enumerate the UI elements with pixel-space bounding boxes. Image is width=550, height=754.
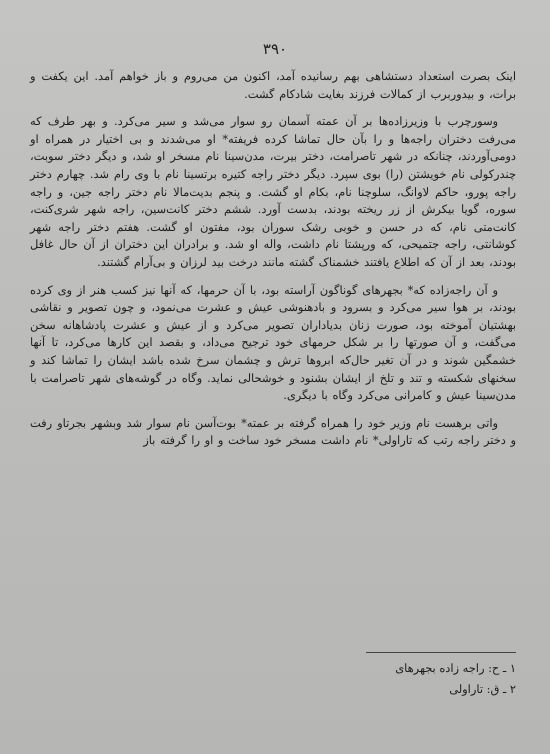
footnote-divider	[366, 652, 516, 653]
footnote-1: ۱ ـ ح: راجه زاده بجهرهای	[395, 661, 516, 675]
page-number: ۳۹۰	[262, 40, 288, 58]
paragraph-2: وسورچرب با وزیرزاده‌ها بر آن عمته آسمان رو سوار می‌شد و سیر می‌کرد. و بهر طرف که می‌رفت دختران راجه‌ها و را بآن حال تماشا کرده فریفته* او می‌شدند و بی اختیار در همراه او دومی‌آوردند، چنانکه در شهر تاصرامت، دختر بیرت، مدن‌سینا نام مسخر او شد، و دیگر دختر سوبت، چندرکولی نام خویشتن (را) بوی سپرد. دیگر دختر راجه کتیره برتسینا نام با وی رام شد. چهارم دختر راجه پورو، حاکم لاوانگ، سلوچنا نام، بکام او گشت. و پنجم بدیت‌مالا نام دختر راجه جین، و راجه سوره، گویا بیکرش از زر ریخته بودند، بدست آورد. ششم دختر کانت‌سین، راجه شهر شری‌کنت، کانت‌متی نام، که در حسن و خوبی رشک سوران بود، مفتون او گشت. هفتم دختر راجه شهر کوشانتی، راجه جتمیحی، که ورپشتا نام داشت، واله او شد. و برادران این دختران از آن حال غافل بودند، بعد از آن که اطلاع یافتند خشمناک گشته مانند درخت بید لرزان و بی‌آرام گشتند.	[30, 114, 516, 269]
paragraph-3: و آن راجه‌زاده که* بجهرهای گوناگون آراسته بود، با آن حرمها، که آنها نیز کسب هنر از وی کرده بودند، بر هوا سیر می‌کرد و بسرود و بادهنوشی عیش و عشرت می‌نمود، و چون تصویر و نقاشی بهشتیان آموخته بود، صورت زنان بدیاداران تصویر می‌کرد و از عیش و عشرت پادشاهانه سخن می‌گفت، و آن صورتها را بر شکل حرمهای خود ترجیح می‌داد، و بقصد این کارها می‌کرد، تا آنها خشمگین شوند و در آن تغیر حال‌که ابروها ترش و چشمان سرخ شده باشد ایشان را تماشا کند و سخنهای شکسته و تند و تلخ از ایشان بشنود و خوشحالی نماید. وگاه در گوشه‌های شهر تاصرامت با مدن‌سینا عیش و کامرانی می‌کرد وگاه با دیگری.	[30, 282, 516, 403]
paragraph-1: اینک بصرت استعداد دستشاهی بهم رسانیده آمد، اکنون من می‌روم و باز خواهم آمد. این یکفت و برات، و بیدوربرب از کمالات فرزند بغایت شادکام گشت.	[30, 69, 516, 101]
page-body	[30, 68, 516, 450]
paragraph-4: واتی برهست نام وزیر خود را همراه گرفته بر عمته* بوت‌آسن نام سوار شد وبشهر بجرتاو رفت و دختر راجه رتب که تاراولی* نام داشت مسخر خود ساخت و او را گرفته باز	[30, 415, 516, 448]
footnotes	[216, 658, 516, 700]
footnote-2: ۲ ـ ق: تاراولی	[449, 682, 516, 696]
